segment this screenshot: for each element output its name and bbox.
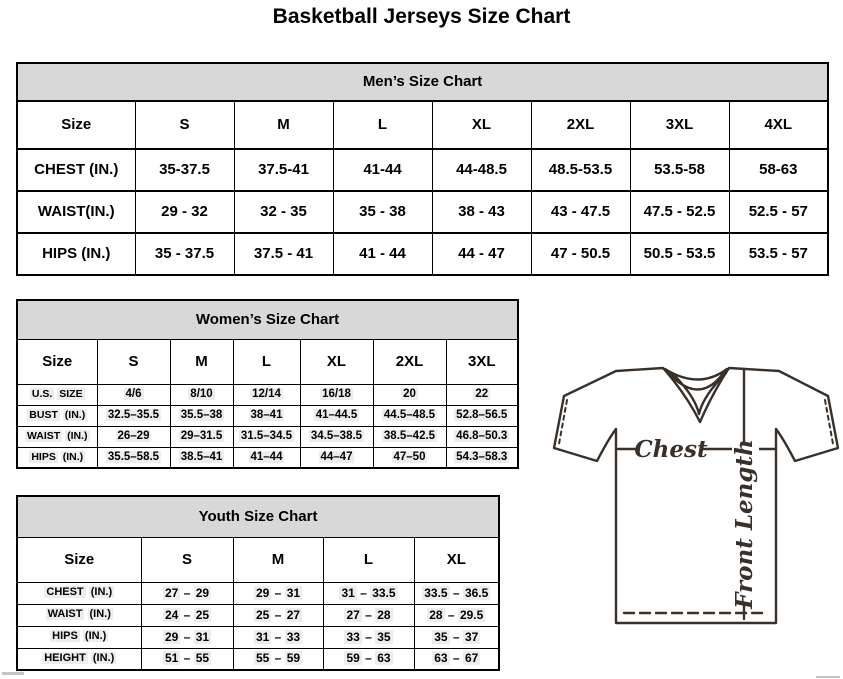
- womens-size-cell: [446, 426, 518, 447]
- value-token: 35.5–58.5: [107, 451, 160, 464]
- womens-size-cell: [233, 447, 300, 468]
- value-token: 41–44: [250, 451, 283, 464]
- youth-size-table: [16, 495, 500, 671]
- mens-size-cell: 41-44: [333, 149, 432, 191]
- mens-size-cell: 44 - 47: [432, 233, 531, 275]
- womens-size-cell: [300, 384, 373, 405]
- womens-size-cell: [233, 405, 300, 426]
- youth-column-header-row: [17, 537, 499, 582]
- youth-row-label: [17, 604, 141, 626]
- womens-row-label: [17, 447, 97, 468]
- value-token: 44.5–48.5: [383, 409, 436, 422]
- value-token: WAIST: [26, 429, 61, 442]
- mens-table-row: [17, 233, 828, 275]
- value-token: BUST: [29, 408, 58, 421]
- womens-column-header: 3XL: [446, 339, 518, 384]
- mens-row-label: CHEST (IN.): [17, 149, 135, 191]
- mens-row-label: WAIST(IN.): [17, 191, 135, 233]
- value-token: 27: [164, 585, 179, 600]
- womens-column-header: 2XL: [373, 339, 446, 384]
- value-token: 55: [255, 651, 270, 666]
- youth-size-cell: 25 – 27: [233, 604, 323, 626]
- value-token: 38.5–41: [180, 451, 223, 464]
- womens-size-cell: [170, 384, 233, 405]
- value-token: 44–47: [320, 451, 353, 464]
- value-token: 54.3–58.3: [456, 451, 508, 464]
- womens-size-cell: [373, 405, 446, 426]
- value-token: 33: [346, 629, 360, 644]
- youth-size-cell: 59 – 63: [323, 648, 414, 670]
- scrollbar-fragment-left: [2, 672, 24, 675]
- scrollbar-fragment-right: [816, 676, 840, 678]
- youth-size-cell: 31 – 33: [233, 626, 323, 648]
- mens-table-title-row: [17, 63, 828, 101]
- mens-column-header: 4XL: [729, 101, 828, 149]
- womens-table-row: [17, 447, 518, 468]
- womens-size-cell: [97, 384, 170, 405]
- womens-size-cell: [233, 426, 300, 447]
- value-token: 28: [429, 607, 443, 622]
- womens-size-cell: [300, 426, 373, 447]
- youth-column-header: M: [233, 537, 323, 582]
- mens-table-title: Men’s Size Chart: [17, 63, 828, 101]
- mens-column-header: 2XL: [531, 101, 630, 149]
- mens-table-row: [17, 149, 828, 191]
- womens-size-cell: [233, 384, 300, 405]
- value-token: 25: [195, 607, 210, 622]
- value-token: 16/18: [322, 388, 351, 401]
- mens-size-cell: 32 - 35: [234, 191, 333, 233]
- mens-size-cell: 35 - 38: [333, 191, 432, 233]
- value-token: 41–44.5: [315, 409, 358, 422]
- womens-size-cell: [373, 426, 446, 447]
- youth-column-header: L: [323, 537, 414, 582]
- value-token: HIPS: [31, 450, 56, 463]
- youth-table-title: Youth Size Chart: [17, 496, 499, 537]
- mens-row-label: HIPS (IN.): [17, 233, 135, 275]
- front-length-label: Front Length: [731, 439, 758, 609]
- value-token: 33.5: [424, 585, 448, 600]
- value-token: 27: [346, 607, 360, 622]
- mens-size-cell: 29 - 32: [135, 191, 234, 233]
- value-token: 26–29: [117, 430, 150, 443]
- value-token: 33: [286, 629, 301, 644]
- mens-size-cell: 47 - 50.5: [531, 233, 630, 275]
- value-token: 31: [341, 585, 355, 600]
- value-token: 4/6: [125, 388, 142, 401]
- mens-size-cell: 43 - 47.5: [531, 191, 630, 233]
- youth-size-cell: 27 – 28: [323, 604, 414, 626]
- mens-size-table: [16, 62, 829, 276]
- value-token: 59: [346, 651, 360, 666]
- value-token: 31: [255, 629, 270, 644]
- mens-size-cell: 58-63: [729, 149, 828, 191]
- youth-size-cell: 24 – 25: [141, 604, 233, 626]
- value-token: (IN.): [64, 408, 86, 421]
- womens-size-cell: [170, 405, 233, 426]
- value-token: 35.5–38: [180, 409, 223, 422]
- value-token: 29: [195, 585, 210, 600]
- womens-size-cell: [300, 405, 373, 426]
- value-token: 51: [164, 651, 179, 666]
- value-token: HEIGHT: [44, 651, 86, 664]
- mens-size-cell: 37.5 - 41: [234, 233, 333, 275]
- womens-size-cell: [97, 447, 170, 468]
- value-token: 47–50: [393, 451, 426, 464]
- value-token: 12/14: [252, 388, 281, 401]
- mens-column-header-row: [17, 101, 828, 149]
- womens-size-cell: [97, 426, 170, 447]
- womens-size-cell: [446, 447, 518, 468]
- value-token: (IN.): [84, 630, 107, 643]
- mens-column-header: 3XL: [630, 101, 729, 149]
- womens-size-cell: [446, 405, 518, 426]
- value-token: 24: [164, 607, 179, 622]
- chest-label: Chest: [634, 436, 708, 463]
- youth-table-title-row: [17, 496, 499, 537]
- womens-table-title: Women’s Size Chart: [17, 300, 518, 339]
- womens-size-cell: [300, 447, 373, 468]
- womens-table-row: [17, 384, 518, 405]
- value-token: 31: [286, 585, 301, 600]
- value-token: 27: [286, 607, 301, 622]
- womens-row-label: [17, 384, 97, 405]
- value-token: 38–41: [250, 409, 283, 422]
- value-token: 37: [464, 629, 479, 644]
- value-token: 67: [464, 651, 479, 666]
- mens-column-header: Size: [17, 101, 135, 149]
- youth-size-cell: 31 – 33.5: [323, 582, 414, 604]
- womens-size-cell: [373, 384, 446, 405]
- value-token: 8/10: [190, 388, 213, 401]
- mens-column-header: L: [333, 101, 432, 149]
- mens-size-cell: 53.5-58: [630, 149, 729, 191]
- mens-size-cell: 38 - 43: [432, 191, 531, 233]
- value-token: 31.5–34.5: [240, 430, 293, 443]
- value-token: 29: [255, 585, 270, 600]
- youth-size-cell: 29 – 31: [141, 626, 233, 648]
- value-token: 59: [286, 651, 301, 666]
- womens-size-cell: [446, 384, 518, 405]
- womens-column-header: Size: [17, 339, 97, 384]
- value-token: 34.5–38.5: [310, 430, 363, 443]
- youth-size-cell: 33.5 – 36.5: [414, 582, 499, 604]
- value-token: 63: [377, 651, 391, 666]
- value-token: U.S.: [31, 387, 53, 400]
- value-token: 33.5: [372, 585, 396, 600]
- value-token: (IN.): [67, 429, 88, 442]
- youth-size-cell: 51 – 55: [141, 648, 233, 670]
- womens-column-header: L: [233, 339, 300, 384]
- value-token: WAIST: [47, 608, 83, 621]
- youth-table-row: [17, 582, 499, 604]
- value-token: CHEST: [46, 586, 84, 599]
- youth-size-cell: 29 – 31: [233, 582, 323, 604]
- mens-size-cell: 48.5-53.5: [531, 149, 630, 191]
- jersey-measurement-diagram: [552, 356, 842, 648]
- value-token: 32.5–35.5: [107, 409, 160, 422]
- mens-size-cell: 37.5-41: [234, 149, 333, 191]
- value-token: 36.5: [464, 585, 489, 600]
- value-token: 28: [377, 607, 391, 622]
- womens-size-cell: [170, 447, 233, 468]
- youth-size-cell: 28 – 29.5: [414, 604, 499, 626]
- womens-table-row: [17, 405, 518, 426]
- womens-column-header-row: [17, 339, 518, 384]
- youth-size-cell: 35 – 37: [414, 626, 499, 648]
- value-token: 20: [403, 388, 416, 401]
- value-token: 29.5: [459, 607, 484, 622]
- value-token: 46.8–50.3: [456, 430, 508, 443]
- value-token: 52.8–56.5: [456, 409, 508, 422]
- womens-table-row: [17, 426, 518, 447]
- womens-column-header: S: [97, 339, 170, 384]
- youth-size-cell: 63 – 67: [414, 648, 499, 670]
- womens-column-header: XL: [300, 339, 373, 384]
- youth-column-header: Size: [17, 537, 141, 582]
- mens-table-row: [17, 191, 828, 233]
- mens-size-cell: 35-37.5: [135, 149, 234, 191]
- value-token: 31: [195, 629, 210, 644]
- value-token: 38.5–42.5: [383, 430, 436, 443]
- youth-size-cell: 27 – 29: [141, 582, 233, 604]
- youth-size-cell: 33 – 35: [323, 626, 414, 648]
- youth-row-label: [17, 626, 141, 648]
- value-token: 63: [434, 651, 448, 666]
- mens-size-cell: 53.5 - 57: [729, 233, 828, 275]
- mens-size-cell: 47.5 - 52.5: [630, 191, 729, 233]
- womens-size-cell: [170, 426, 233, 447]
- value-token: 29: [164, 629, 179, 644]
- value-token: 35: [434, 629, 448, 644]
- value-token: 35: [377, 629, 391, 644]
- youth-column-header: S: [141, 537, 233, 582]
- value-token: (IN.): [92, 651, 115, 664]
- youth-column-header: XL: [414, 537, 499, 582]
- youth-row-label: [17, 582, 141, 604]
- value-token: 22: [475, 388, 489, 401]
- mens-size-cell: 52.5 - 57: [729, 191, 828, 233]
- womens-size-cell: [97, 405, 170, 426]
- womens-column-header: M: [170, 339, 233, 384]
- womens-row-label: [17, 405, 97, 426]
- youth-table-row: [17, 626, 499, 648]
- value-token: (IN.): [90, 586, 113, 599]
- mens-size-cell: 35 - 37.5: [135, 233, 234, 275]
- youth-table-row: [17, 648, 499, 670]
- womens-table-title-row: [17, 300, 518, 339]
- value-token: (IN.): [89, 608, 111, 621]
- mens-column-header: XL: [432, 101, 531, 149]
- mens-column-header: M: [234, 101, 333, 149]
- mens-size-cell: 41 - 44: [333, 233, 432, 275]
- mens-column-header: S: [135, 101, 234, 149]
- youth-table-row: [17, 604, 499, 626]
- value-token: 25: [255, 607, 270, 622]
- value-token: SIZE: [59, 387, 83, 400]
- youth-size-cell: 55 – 59: [233, 648, 323, 670]
- mens-size-cell: 50.5 - 53.5: [630, 233, 729, 275]
- value-token: HIPS: [52, 630, 78, 643]
- womens-size-cell: [373, 447, 446, 468]
- value-token: 29–31.5: [180, 430, 223, 443]
- mens-size-cell: 44-48.5: [432, 149, 531, 191]
- page-title: Basketball Jerseys Size Chart: [272, 5, 571, 28]
- womens-row-label: [17, 426, 97, 447]
- value-token: (IN.): [62, 450, 84, 463]
- value-token: 55: [195, 651, 210, 666]
- youth-row-label: [17, 648, 141, 670]
- womens-size-table: [16, 299, 519, 469]
